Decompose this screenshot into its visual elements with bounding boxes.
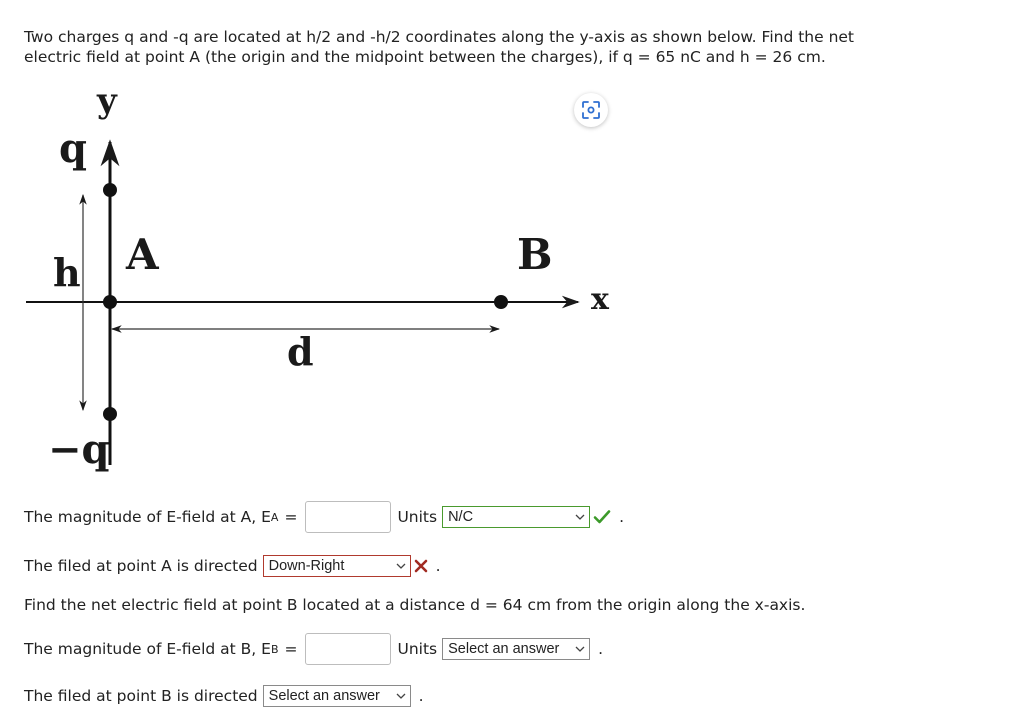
ea-units-select[interactable]	[442, 506, 590, 528]
ea-period: .	[619, 508, 625, 526]
eb-direction-select[interactable]	[263, 685, 411, 707]
eb-direction-label: The filed at point B is directed	[24, 687, 258, 705]
part-a-direction-row	[24, 554, 441, 578]
part-b-intro: Find the net electric field at point B located at a distance d = 64 cm from the origin along the x-axis.	[24, 596, 806, 614]
eb-label: The magnitude of E-field at B, E	[24, 640, 271, 658]
chevron-down-icon	[575, 646, 585, 653]
chevron-down-icon	[396, 693, 406, 700]
y-axis-label: y	[97, 81, 117, 121]
chevron-down-icon	[575, 514, 585, 521]
ea-units-value: N/C	[448, 509, 474, 525]
scan-icon	[581, 100, 601, 120]
image-scan-button[interactable]	[574, 93, 608, 127]
charge-q-dot	[103, 183, 117, 197]
eb-units-select[interactable]	[442, 638, 590, 660]
charge-minus-q-dot	[103, 407, 117, 421]
ea-direction-label: The filed at point A is directed	[24, 557, 258, 575]
ea-label: The magnitude of E-field at A, E	[24, 508, 271, 526]
eb-equals: =	[284, 640, 298, 658]
eb-units-value: Select an answer	[448, 641, 560, 657]
part-a-magnitude-row	[24, 500, 624, 534]
point-a-label: A	[126, 230, 159, 279]
problem-statement: Two charges q and -q are located at h/2 and -h/2 coordinates along the y-axis as shown below. Find the net electric field at point A (the origin and the midpoint between the charges), if q = 65 nC and h = 26 cm.	[24, 28, 855, 66]
incorrect-x-icon	[414, 559, 428, 573]
ea-direction-select[interactable]	[263, 555, 411, 577]
eb-direction-value: Select an answer	[268, 688, 380, 704]
part-b-magnitude-row	[24, 632, 603, 666]
point-b-label: B	[517, 230, 553, 279]
ea-units-label: Units	[397, 508, 438, 526]
eb-period: .	[598, 640, 604, 658]
eb-magnitude-input[interactable]	[305, 633, 391, 665]
ea-magnitude-input[interactable]	[305, 501, 391, 533]
x-axis-label: x	[591, 282, 609, 317]
ea-direction-value: Down-Right	[268, 558, 345, 574]
h-label: h	[53, 250, 81, 295]
d-label: d	[287, 329, 314, 374]
part-b-direction-row	[24, 684, 424, 708]
ea-equals: =	[284, 508, 298, 526]
charge-minus-q-label: −q	[48, 426, 110, 473]
origin-dot	[103, 295, 117, 309]
chevron-down-icon	[396, 563, 406, 570]
ea-subscript: A	[270, 510, 279, 524]
correct-check-icon	[593, 509, 611, 525]
eb-subscript: B	[270, 642, 279, 656]
eb-direction-period: .	[418, 687, 424, 705]
ea-direction-period: .	[435, 557, 441, 575]
eb-units-label: Units	[397, 640, 438, 658]
point-b-dot	[494, 295, 508, 309]
charge-q-label: q	[59, 125, 87, 172]
